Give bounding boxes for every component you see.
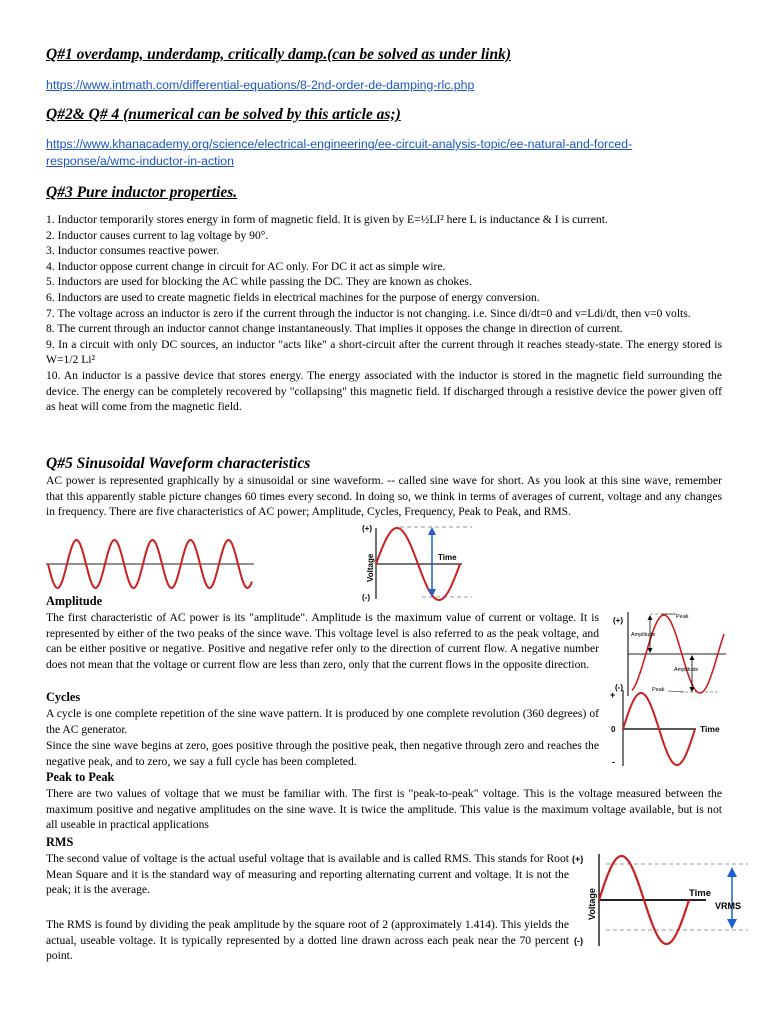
minus-label: - bbox=[612, 757, 615, 767]
list-item: 10. An inductor is a passive device that stores energy. The energy associated with the inductor is stored in the magnetic field surrounding the device. The energy can be completely recovered by "collapsing" this magnetic field. If discharged through a resistive device the power given off as heat will come from the magnetic field. bbox=[46, 368, 722, 414]
q5-intro: AC power is represented graphically by a sinusoidal or sine waveform. -- called sine wave for short. As you look at this sine wave, remember that this apparently stable picture changes 60 times every second. In doing so, we think in terms of averages of current, voltage and any changes in frequency. There are five characteristics of AC power; Amplitude, Cycles, Frequency, Peak to Peak, and RMS. bbox=[46, 474, 722, 519]
plus-label: (+) bbox=[572, 854, 584, 864]
cycles-text-2: Since the sine wave begins at zero, goes positive through the positive peak, then negative through zero and reaches the negative peak, and to zero, we say a full cycle has been completed. bbox=[46, 739, 599, 768]
rms-title: RMS bbox=[46, 835, 74, 849]
plus-label: + bbox=[610, 690, 616, 700]
amplitude-label-top: Amplitude bbox=[631, 632, 656, 638]
arrow-head-down bbox=[727, 919, 737, 929]
arrow-head-up bbox=[428, 527, 436, 535]
vrms-label: VRMS bbox=[715, 901, 742, 911]
minus-label: (-) bbox=[615, 683, 623, 692]
cycles-title: Cycles bbox=[46, 690, 81, 704]
rms-text-2: The RMS is found by dividing the peak amplitude by the square root of 2 (approximately 1.414). This yields the actual, useable voltage. It is typically represented by a dotted line drawn across each peak near the 70 percent point. bbox=[46, 918, 569, 963]
q2-heading: Q#2& Q# 4 (numerical can be solved by this article as;) bbox=[46, 106, 401, 123]
amplitude-figure bbox=[610, 608, 728, 698]
list-item: 2. Inductor causes current to lag voltage by 90°. bbox=[46, 228, 269, 242]
cycles-text-1: A cycle is one complete repetition of the sine wave pattern. It is produced by one complete revolution (360 degrees) of the AC generator. bbox=[46, 707, 599, 736]
arrow-head bbox=[648, 648, 653, 653]
list-item: 4. Inductor oppose current change in circuit for AC only. For DC it act as simple wire. bbox=[46, 259, 446, 273]
amplitude-label-bottom: Amplitude bbox=[674, 667, 699, 673]
y-axis-label: Voltage bbox=[587, 888, 597, 920]
peak-to-peak-title: Peak to Peak bbox=[46, 770, 115, 784]
arrow-head bbox=[648, 615, 653, 620]
x-axis-label: Time bbox=[438, 553, 457, 562]
q1-heading: Q#1 overdamp, underdamp, critically damp.(can be solved as under link) bbox=[46, 46, 511, 63]
rms-figure bbox=[572, 850, 752, 950]
cycle-figure bbox=[606, 688, 726, 768]
y-axis-label: Voltage bbox=[366, 553, 375, 582]
plus-label: (+) bbox=[362, 524, 372, 533]
amplitude-title: Amplitude bbox=[46, 594, 103, 608]
x-axis-label: Time bbox=[700, 724, 720, 734]
peak-label-top: Peak bbox=[676, 614, 689, 620]
q3-list bbox=[46, 212, 722, 415]
plus-label: (+) bbox=[613, 616, 623, 625]
arrow-head bbox=[690, 655, 695, 660]
q2-link-line2[interactable]: response/a/wmc-inductor-in-action bbox=[46, 154, 234, 168]
sine-wave-figure bbox=[44, 532, 256, 596]
q3-heading: Q#3 Pure inductor properties. bbox=[46, 184, 238, 201]
list-item: 5. Inductors are used for blocking the AC while passing the DC. They are known as chokes. bbox=[46, 275, 472, 289]
list-item: 3. Inductor consumes reactive power. bbox=[46, 244, 220, 258]
list-item: 7. The voltage across an inductor is zero if the current through the inductor is not changing. i.e. Since di/dt=0 and v=Ldi/dt, then v=0 volts. bbox=[46, 306, 691, 320]
rms-text-1: The second value of voltage is the actual useful voltage that is available and is called RMS. This stands for Root Mean Square and it is the standard way of measuring and reporting alternating current and voltage. It is not the peak; it is the average. bbox=[46, 852, 569, 897]
q1-link[interactable]: https://www.intmath.com/differential-equations/8-2nd-order-de-damping-rlc.php bbox=[46, 78, 475, 92]
q5-heading: Q#5 Sinusoidal Waveform characteristics bbox=[46, 455, 311, 472]
arrow-head-up bbox=[727, 867, 737, 877]
x-axis-label: Time bbox=[689, 888, 712, 899]
list-item: 6. Inductors are used to create magnetic fields in electrical machines for the purpose of energy conversion. bbox=[46, 290, 540, 304]
list-item: 1. Inductor temporarily stores energy in form of magnetic field. It is given by E=½LI² here L is inductance & I is current. bbox=[46, 213, 608, 226]
minus-label: (-) bbox=[574, 936, 583, 946]
list-item: 9. In a circuit with only DC sources, an inductor "acts like" a short-circuit after the current through it reaches steady-state. The energy stored is W=1/2 Li² bbox=[46, 337, 722, 367]
arrow-head-down bbox=[428, 589, 436, 597]
list-item: 8. The current through an inductor cannot change instantaneously. That implies it opposes the change in direction of current. bbox=[46, 322, 623, 336]
peak-label-bottom: Peak bbox=[652, 687, 665, 693]
q2-link-line1[interactable]: https://www.khanacademy.org/science/electrical-engineering/ee-circuit-analysis-topic/ee-natural-and-forced- bbox=[46, 137, 633, 151]
zero-label: 0 bbox=[611, 725, 616, 734]
amplitude-text: The first characteristic of AC power is its "amplitude". Amplitude is the maximum value of current or voltage. It is represented by either of the two peaks of the since wave. This voltage level is also referred to as the peak voltage, and can be either positive or negative. Positive and negative refer only to the direction of current flow. A negative number does not mean that the voltage or current flow are less than zero, only that the current flows in the opposite direction. bbox=[46, 611, 599, 671]
peak-to-peak-figure bbox=[362, 524, 474, 602]
peak-to-peak-text: There are two values of voltage that we must be familiar with. The first is "peak-to-peak" voltage. This is the voltage measured between the maximum positive and negative amplitudes on the sine wave. It is twice the amplitude. This value is the maximum voltage available, but is not all useable in practical applications bbox=[46, 787, 722, 832]
minus-label: (-) bbox=[362, 593, 370, 602]
